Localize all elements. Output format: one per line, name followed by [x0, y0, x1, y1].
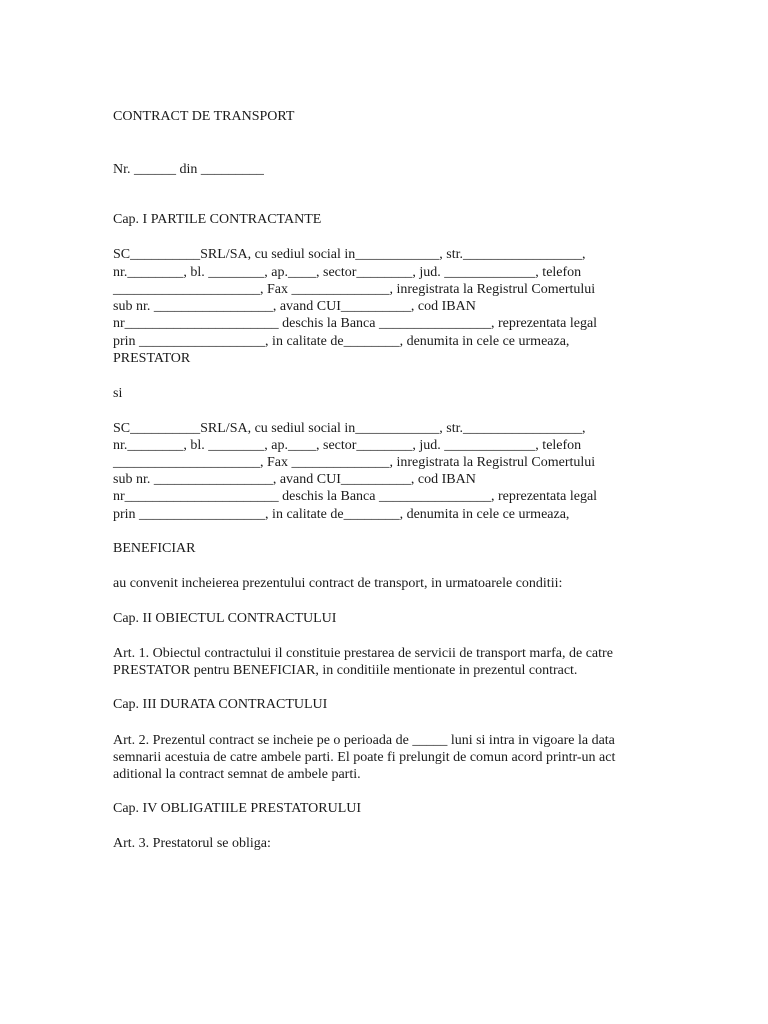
conjunction-text: si [113, 386, 123, 401]
section-heading-obligations: Cap. IV OBLIGATIILE PRESTATORULUI [113, 801, 362, 816]
article-line: PRESTATOR pentru BENEFICIAR, in conditiile mentionate in prezentul contract. [113, 663, 578, 678]
article-line: semnarii acestuia de catre ambele parti. El poate fi prelungit de comun acord printr-un act [113, 750, 616, 765]
party1-line: SC__________SRL/SA, cu sediul social in____________, str._________________, [113, 247, 586, 262]
party1-line: nr______________________ deschis la Banca ________________, reprezentata legal [113, 316, 598, 331]
section-heading-parties: Cap. I PARTILE CONTRACTANTE [113, 212, 322, 227]
party1-line: sub nr. _________________, avand CUI__________, cod IBAN [113, 299, 476, 314]
article-line: aditional la contract semnat de ambele parti. [113, 767, 361, 782]
party2-line: sub nr. _________________, avand CUI__________, cod IBAN [113, 472, 476, 487]
contract-number-line: Nr. ______ din _________ [113, 162, 264, 177]
article-line: Art. 2. Prezentul contract se incheie pe o perioada de _____ luni si intra in vigoare la data [113, 733, 615, 748]
section-heading-object: Cap. II OBIECTUL CONTRACTULUI [113, 611, 337, 626]
party1-line: nr.________, bl. ________, ap.____, sector________, jud. _____________, telefon [113, 265, 582, 280]
party2-line: SC__________SRL/SA, cu sediul social in____________, str._________________, [113, 421, 586, 436]
article-3: Art. 3. Prestatorul se obliga: [113, 836, 271, 851]
party2-role: BENEFICIAR [113, 541, 196, 556]
party1-line: _____________________, Fax ______________, inregistrata la Registrul Comertului [113, 282, 596, 297]
section-heading-duration: Cap. III DURATA CONTRACTULUI [113, 697, 328, 712]
party1-line: prin __________________, in calitate de________, denumita in cele ce urmeaza, [113, 334, 570, 349]
party2-line: _____________________, Fax ______________, inregistrata la Registrul Comertului [113, 455, 596, 470]
party2-line: prin __________________, in calitate de________, denumita in cele ce urmeaza, [113, 507, 570, 522]
party2-line: nr.________, bl. ________, ap.____, sector________, jud. _____________, telefon [113, 438, 582, 453]
article-line: Art. 1. Obiectul contractului il constituie prestarea de servicii de transport marfa, de catre [113, 646, 613, 661]
party2-line: nr______________________ deschis la Banca ________________, reprezentata legal [113, 489, 598, 504]
party1-role: PRESTATOR [113, 351, 191, 366]
document-title: CONTRACT DE TRANSPORT [113, 109, 295, 124]
agreement-text: au convenit incheierea prezentului contract de transport, in urmatoarele conditii: [113, 576, 563, 591]
